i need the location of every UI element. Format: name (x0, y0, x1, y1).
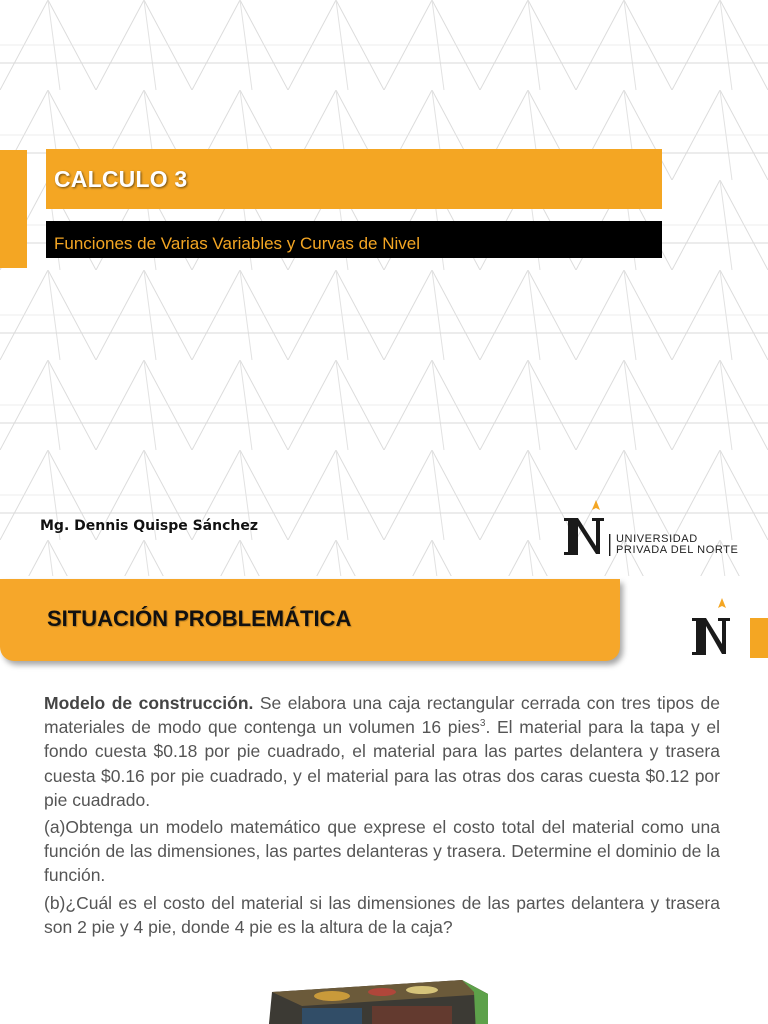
author-name: Mg. Dennis Quispe Sánchez (40, 518, 258, 534)
problem-heading: Modelo de construcción. (44, 693, 254, 713)
course-subtitle: Funciones de Varias Variables y Curvas de Nivel (54, 234, 420, 253)
question-a: (a)Obtenga un modelo matemático que exprese el costo total del material como una función de las dimensiones, las partes delanteras y trasera. Determine el dominio de la función. (44, 817, 720, 886)
right-accent-bar (750, 618, 768, 658)
university-name-line2: PRIVADA DEL NORTE (616, 544, 739, 556)
upn-n-logo-icon (688, 598, 738, 660)
university-logo (562, 498, 762, 562)
section-title: SITUACIÓN PROBLEMÁTICA (47, 606, 352, 631)
problem-intro-part2: . El material para la tapa y el fondo cuesta $0.18 por pie cuadrado, el material para las partes delantera y trasera cuesta $0.16 por pie cuadrado, y el material para las otras dos caras cuesta $0.12 por pie cuadrado. (44, 717, 721, 810)
volume-exponent: 3 (479, 718, 486, 730)
university-name-line1: UNIVERSIDAD (616, 533, 698, 545)
box-photo-icon (262, 974, 490, 1024)
section-banner (0, 579, 620, 661)
university-name (616, 534, 738, 556)
course-title: CALCULO 3 (54, 166, 188, 192)
upn-n-logo-icon (562, 498, 612, 562)
subtitle-bar (46, 221, 662, 258)
problem-intro-part1: Se elabora una caja rectangular cerrada con tres tipos de materiales de modo que contenga un volumen 16 pies (44, 693, 720, 738)
problem-slide (0, 576, 768, 1024)
problem-statement (44, 691, 720, 942)
question-b: (b)¿Cuál es el costo del material si las dimensiones de las partes delantera y trasera son 2 pie y 4 pie, donde 4 pie es la altura de la caja? (44, 892, 720, 937)
problem-intro (44, 691, 720, 812)
course-title-bar (46, 149, 662, 209)
left-accent-bar (0, 150, 27, 268)
